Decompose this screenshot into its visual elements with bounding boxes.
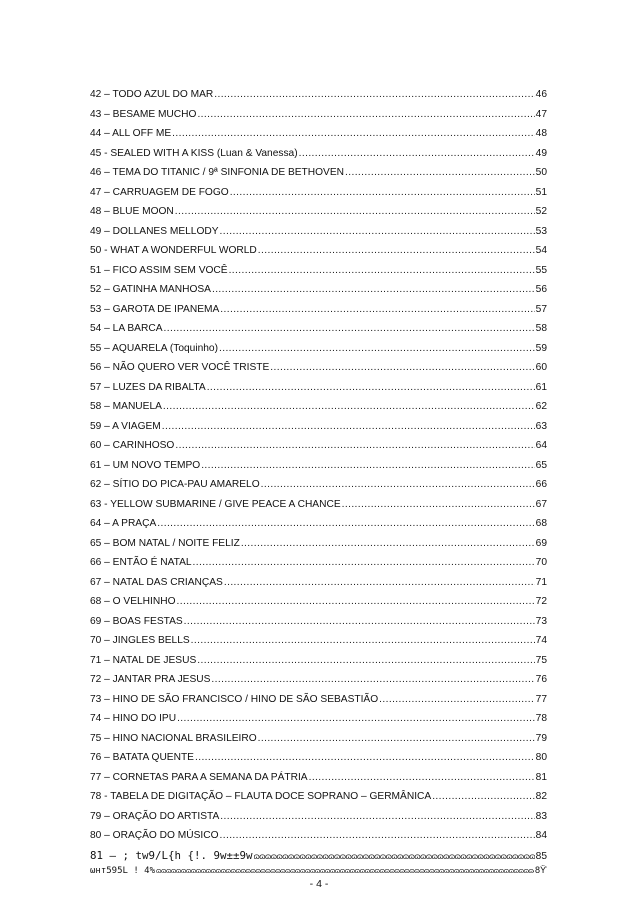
toc-entry-title: 58 – MANUELA bbox=[90, 401, 162, 412]
toc-leader-dots bbox=[379, 690, 535, 710]
toc-entry bbox=[90, 144, 547, 164]
toc-entry-title: 70 – JINGLES BELLS bbox=[90, 635, 190, 646]
toc-entry-page: 54 bbox=[535, 245, 547, 256]
toc-entry-page: 84 bbox=[535, 830, 547, 841]
toc-entry bbox=[90, 436, 547, 456]
toc-leader-dots bbox=[229, 261, 535, 281]
toc-entry-page: 69 bbox=[535, 537, 547, 549]
toc-entry-title: 75 – HINO NACIONAL BRASILEIRO bbox=[90, 732, 257, 744]
toc-entry-page: 57 bbox=[535, 303, 547, 315]
toc-entry-title: 45 - SEALED WITH A KISS (Luan & Vanessa) bbox=[90, 147, 298, 159]
toc-entry-title: 50 - WHAT A WONDERFUL WORLD bbox=[90, 245, 257, 256]
toc-entry-page: 8ϔ bbox=[535, 865, 547, 875]
toc-entry-page: 65 bbox=[535, 459, 547, 471]
toc-entry-title: 69 – BOAS FESTAS bbox=[90, 615, 183, 627]
toc-entry bbox=[90, 475, 547, 495]
toc-entry-page: 71 bbox=[535, 576, 547, 588]
toc-leader-dots bbox=[164, 319, 535, 339]
toc-entry bbox=[90, 358, 547, 378]
toc-entry-title: 74 – HINO DO IPU bbox=[90, 713, 177, 724]
toc-entry bbox=[90, 222, 547, 242]
toc-leader-dots bbox=[191, 631, 535, 651]
toc-entry-page: 79 bbox=[535, 732, 547, 744]
toc-entry-page: 52 bbox=[535, 206, 547, 217]
toc-entry-page: 60 bbox=[535, 362, 547, 373]
toc-entry bbox=[90, 670, 547, 690]
toc-entry bbox=[90, 417, 547, 437]
toc-entry bbox=[90, 241, 547, 261]
toc-entry bbox=[90, 768, 547, 788]
toc-entry-page: 64 bbox=[535, 440, 547, 451]
toc-leader-dots bbox=[261, 475, 535, 495]
toc-entry bbox=[90, 280, 547, 300]
toc-entry bbox=[90, 592, 547, 612]
toc-entry-page: 61 bbox=[535, 381, 547, 393]
toc-entry-title: 73 – HINO DE SÃO FRANCISCO / HINO DE SÃO SEBASTIÃO bbox=[90, 693, 379, 705]
toc-entry-title: 52 – GATINHA MANHOSA bbox=[90, 284, 211, 295]
toc-entry-page: 51 bbox=[535, 186, 547, 198]
toc-leader-dots bbox=[163, 397, 535, 417]
toc-entry-page: 66 bbox=[535, 479, 547, 490]
toc-entry bbox=[90, 378, 547, 398]
toc-entry-title: 78 - TABELA DE DIGITAÇÃO – FLAUTA DOCE SOPRANO – GERMÂNICA bbox=[90, 791, 432, 802]
toc-leader-dots bbox=[177, 709, 535, 729]
toc-leader-dots bbox=[309, 768, 535, 788]
toc-entry-page: 82 bbox=[535, 791, 547, 802]
toc-entry-title: 55 – AQUARELA (Toquinho) bbox=[90, 342, 218, 354]
toc-leader-dots bbox=[241, 534, 535, 554]
toc-entry-title: 57 – LUZES DA RIBALTA bbox=[90, 381, 206, 393]
toc-entry-page: 81 bbox=[535, 771, 547, 783]
toc-leader-dots bbox=[258, 241, 535, 261]
toc-leader-dots bbox=[184, 612, 535, 632]
toc-entry bbox=[90, 105, 547, 125]
toc-leader-dots bbox=[157, 514, 534, 534]
toc-leader-dots bbox=[270, 358, 534, 378]
toc-entry-page: 56 bbox=[535, 284, 547, 295]
toc-leader-dots bbox=[172, 124, 535, 144]
toc-leader-dots bbox=[177, 592, 535, 612]
toc-leader-dots bbox=[214, 85, 534, 105]
toc-entry-page: 47 bbox=[535, 108, 547, 120]
toc-entry bbox=[90, 300, 547, 320]
toc-entry-page: 77 bbox=[535, 693, 547, 705]
toc-entry-title: 64 – A PRAÇA bbox=[90, 518, 157, 529]
toc-entry-title: 61 – UM NOVO TEMPO bbox=[90, 459, 201, 471]
toc-entry-page: 72 bbox=[535, 596, 547, 607]
toc-entry-title: 59 – A VIAGEM bbox=[90, 420, 161, 432]
toc-entry-title: 79 – ORAÇÃO DO ARTISTA bbox=[90, 810, 220, 822]
toc-leader-dots bbox=[220, 222, 535, 242]
toc-leader-dots bbox=[219, 339, 535, 359]
toc-entry bbox=[90, 612, 547, 632]
toc-entry bbox=[90, 631, 547, 651]
toc-entry bbox=[90, 183, 547, 203]
toc-entry-page: 46 bbox=[535, 89, 547, 100]
toc-entry-page: 78 bbox=[535, 713, 547, 724]
toc-leader-dots bbox=[224, 573, 535, 593]
toc-leader-dots bbox=[211, 670, 534, 690]
toc-entry bbox=[90, 553, 547, 573]
toc-leader-dots bbox=[212, 280, 535, 300]
toc-entry-page: 50 bbox=[535, 167, 547, 178]
toc-entry bbox=[90, 690, 547, 710]
toc-entry-page: 68 bbox=[535, 518, 547, 529]
page-number: - 4 - bbox=[309, 878, 329, 890]
table-of-contents bbox=[90, 85, 547, 877]
toc-entry-page: 63 bbox=[535, 420, 547, 432]
toc-entry bbox=[90, 514, 547, 534]
toc-leader-dots bbox=[162, 417, 535, 437]
toc-entry-title: 76 – BATATA QUENTE bbox=[90, 752, 194, 763]
toc-entry-title: 60 – CARINHOSO bbox=[90, 440, 175, 451]
toc-entry bbox=[90, 709, 547, 729]
toc-entry-title: 48 – BLUE MOON bbox=[90, 206, 174, 217]
toc-leader-dots bbox=[193, 553, 535, 573]
toc-leader-dots bbox=[175, 436, 534, 456]
toc-entry-title: 62 – SÍTIO DO PICA-PAU AMARELO bbox=[90, 479, 260, 490]
toc-leader-dots bbox=[201, 456, 534, 476]
toc-entry bbox=[90, 202, 547, 222]
toc-entry-page: 83 bbox=[535, 810, 547, 822]
toc-leader-dots bbox=[220, 826, 535, 846]
toc-entry-title: 81 – ; tw9/L{h {!. 9w±±9w bbox=[90, 848, 253, 862]
toc-entry bbox=[90, 124, 547, 144]
toc-entry-page: 55 bbox=[535, 264, 547, 276]
toc-entry-title: 53 – GAROTA DE IPANEMA bbox=[90, 303, 220, 315]
toc-entry-page: 75 bbox=[535, 654, 547, 666]
toc-entry bbox=[90, 573, 547, 593]
toc-entry bbox=[90, 826, 547, 846]
toc-entry-title: 68 – O VELHINHO bbox=[90, 596, 176, 607]
toc-entry-page: 80 bbox=[535, 752, 547, 763]
toc-leader-dots bbox=[299, 144, 535, 164]
toc-entry-title: 77 – CORNETAS PARA A SEMANA DA PÁTRIA bbox=[90, 771, 308, 783]
toc-entry-page: 76 bbox=[535, 674, 547, 685]
toc-entry-page: 48 bbox=[535, 128, 547, 139]
toc-leader-dots bbox=[220, 807, 534, 827]
toc-entry-title: 80 – ORAÇÃO DO MÚSICO bbox=[90, 830, 219, 841]
toc-entry-page: 67 bbox=[535, 498, 547, 510]
toc-entry-title: 42 – TODO AZUL DO MAR bbox=[90, 89, 214, 100]
toc-leader-dots bbox=[345, 163, 535, 183]
toc-entry bbox=[90, 85, 547, 105]
toc-leader-dots bbox=[230, 183, 535, 203]
toc-entry-title: 72 – JANTAR PRA JESUS bbox=[90, 674, 211, 685]
toc-leader-dots bbox=[195, 748, 535, 768]
toc-entry-title: 51 – FICO ASSIM SEM VOCÊ bbox=[90, 264, 228, 276]
toc-entry-page: 74 bbox=[535, 635, 547, 646]
toc-leader-dots bbox=[258, 729, 535, 749]
toc-leader-dots bbox=[220, 300, 534, 320]
toc-entry-page: 53 bbox=[535, 225, 547, 237]
toc-entry-title: 66 – ENTÃO É NATAL bbox=[90, 557, 192, 568]
toc-entry-title: 49 – DOLLANES MELLODY bbox=[90, 225, 219, 237]
toc-leader-dots bbox=[207, 378, 535, 398]
toc-entry-page: 73 bbox=[535, 615, 547, 627]
toc-entry-title: 65 – BOM NATAL / NOITE FELIZ bbox=[90, 537, 240, 549]
toc-leader-dots bbox=[432, 787, 534, 807]
toc-entry-title: 67 – NATAL DAS CRIANÇAS bbox=[90, 576, 223, 588]
toc-entry bbox=[90, 397, 547, 417]
toc-entry bbox=[90, 807, 547, 827]
toc-entry bbox=[90, 495, 547, 515]
toc-entry-page: 85 bbox=[535, 850, 547, 862]
toc-entry bbox=[90, 339, 547, 359]
toc-entry bbox=[90, 261, 547, 281]
toc-entry-title: 63 - YELLOW SUBMARINE / GIVE PEACE A CHANCE bbox=[90, 498, 341, 510]
toc-leader-dots bbox=[175, 202, 535, 222]
toc-entry-title: 56 – NÃO QUERO VER VOCÊ TRISTE bbox=[90, 362, 270, 373]
toc-entry bbox=[90, 863, 547, 877]
toc-entry-title: ωнт595L ! 4% bbox=[90, 866, 156, 876]
toc-entry bbox=[90, 319, 547, 339]
toc-entry bbox=[90, 456, 547, 476]
toc-leader-dots bbox=[197, 105, 534, 125]
toc-entry-page: 49 bbox=[535, 147, 547, 159]
toc-entry bbox=[90, 729, 547, 749]
toc-leader-dots bbox=[156, 863, 534, 879]
toc-entry-title: 47 – CARRUAGEM DE FOGO bbox=[90, 186, 229, 198]
toc-entry bbox=[90, 651, 547, 671]
toc-entry bbox=[90, 163, 547, 183]
toc-entry bbox=[90, 748, 547, 768]
toc-leader-dots bbox=[197, 651, 534, 671]
toc-entry-title: 71 – NATAL DE JESUS bbox=[90, 654, 197, 666]
toc-entry-title: 44 – ALL OFF ME bbox=[90, 128, 172, 139]
toc-entry-page: 70 bbox=[535, 557, 547, 568]
toc-entry-page: 62 bbox=[535, 401, 547, 412]
toc-entry-page: 58 bbox=[535, 323, 547, 334]
toc-entry-page: 59 bbox=[535, 342, 547, 354]
toc-leader-dots bbox=[342, 495, 535, 515]
toc-entry-title: 54 – LA BARCA bbox=[90, 323, 163, 334]
toc-entry bbox=[90, 787, 547, 807]
toc-entry-title: 43 – BESAME MUCHO bbox=[90, 108, 197, 120]
toc-entry-title: 46 – TEMA DO TITANIC / 9ª SINFONIA DE BETHOVEN bbox=[90, 167, 344, 178]
toc-entry bbox=[90, 534, 547, 554]
